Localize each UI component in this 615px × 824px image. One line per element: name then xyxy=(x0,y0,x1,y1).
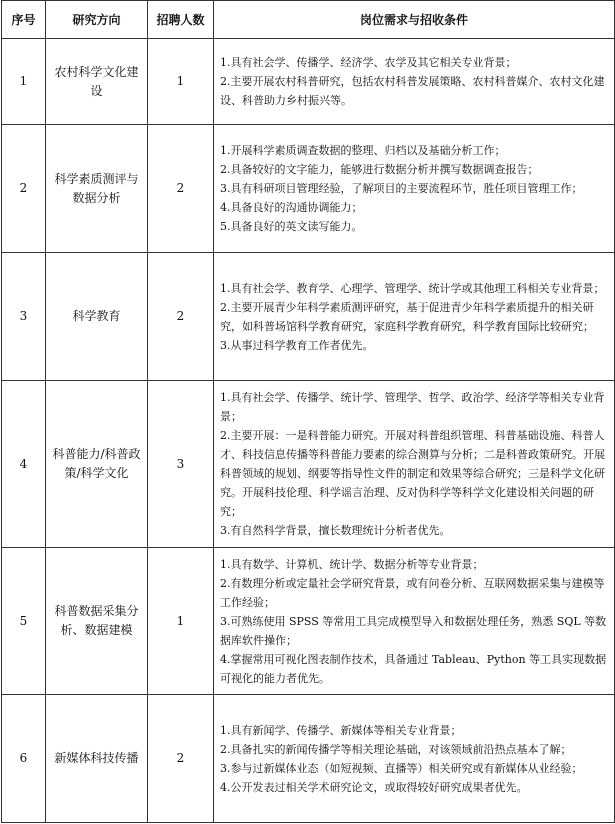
requirement-line: 3.参与过新媒体业态（如短视频、直播等）相关研究或有新媒体从业经验； xyxy=(220,761,583,775)
requirement-line: 5.具备良好的英文读写能力。 xyxy=(220,220,363,233)
row-no: 1 xyxy=(2,39,46,125)
row-requirements xyxy=(214,39,615,125)
requirement-line: 2.具备扎实的新闻传播学等相关理论基础，对该领域前沿热点基本了解； xyxy=(220,742,572,756)
table-header xyxy=(2,1,615,39)
row-requirements xyxy=(214,695,615,823)
row-requirements xyxy=(214,381,615,548)
row-no: 6 xyxy=(2,695,46,823)
requirement-line: 3.可熟练使用 SPSS 等常用工具完成模型导入和数据处理任务，熟悉 SQL 等数据库软件操作； xyxy=(220,614,607,647)
table-row xyxy=(2,125,615,253)
header-requirements: 岗位需求与招收条件 xyxy=(214,1,615,39)
row-no: 2 xyxy=(2,125,46,253)
row-requirements xyxy=(214,253,615,381)
row-no: 4 xyxy=(2,381,46,548)
table-row xyxy=(2,253,615,381)
row-count: 2 xyxy=(148,253,214,381)
row-no: 5 xyxy=(2,548,46,695)
table-row xyxy=(2,548,615,695)
row-direction: 科普数据采集分析、数据建模 xyxy=(46,548,148,695)
row-count: 3 xyxy=(148,381,214,548)
requirement-line: 3.从事过科学教育工作者优先。 xyxy=(220,338,374,352)
row-count: 2 xyxy=(148,695,214,823)
requirement-line: 3.具有科研项目管理经验，了解项目的主要流程环节，胜任项目管理工作； xyxy=(220,182,583,195)
row-requirements xyxy=(214,125,615,253)
row-direction: 新媒体科技传播 xyxy=(46,695,148,823)
row-count: 2 xyxy=(148,125,214,253)
row-direction: 科普能力/科普政策/科学文化 xyxy=(46,381,148,548)
requirement-line: 2.具备较好的文字能力，能够进行数据分析并撰写数据调查报告； xyxy=(220,163,539,176)
requirement-line: 1.具有新闻学、传播学、新媒体等相关专业背景； xyxy=(220,723,462,737)
requirement-line: 2.主要开展农村科普研究，包括农村科普发展策略、农村科普媒介、农村文化建设、科普助力乡村振兴等。 xyxy=(220,75,605,107)
row-direction: 农村科学文化建设 xyxy=(46,39,148,125)
requirement-line: 1.具有社会学、传播学、经济学、农学及其它相关专业背景； xyxy=(220,56,517,69)
header-no: 序号 xyxy=(2,1,46,39)
recruitment-table xyxy=(1,0,615,823)
requirement-line: 4.掌握常用可视化图表制作技术，具备通过 Tableau、Python 等工具实现数据可视化的能力者优先。 xyxy=(220,652,607,685)
table-row xyxy=(2,695,615,823)
row-count: 1 xyxy=(148,39,214,125)
table-row xyxy=(2,39,615,125)
requirement-line: 1.具有社会学、教育学、心理学、管理学、统计学或其他理工科相关专业背景； xyxy=(220,281,605,295)
header-count: 招聘人数 xyxy=(148,1,214,39)
header-direction: 研究方向 xyxy=(46,1,148,39)
table-row xyxy=(2,381,615,548)
requirement-line: 1.具有数学、计算机、统计学、数据分析等专业背景； xyxy=(220,557,484,571)
requirement-line: 3.有自然科学背景，擅长数理统计分析者优先。 xyxy=(220,524,451,537)
row-direction: 科学教育 xyxy=(46,253,148,381)
row-count: 1 xyxy=(148,548,214,695)
requirement-line: 4.公开发表过相关学术研究论文，或取得较好研究成果者优先。 xyxy=(220,780,528,794)
requirement-line: 4.具备良好的沟通协调能力； xyxy=(220,201,363,214)
requirement-line: 1.开展科学素质调查数据的整理、归档以及基础分析工作； xyxy=(220,144,506,157)
row-no: 3 xyxy=(2,253,46,381)
requirement-line: 1.具有社会学、传播学、统计学、管理学、哲学、政治学、经济学等相关专业背景； xyxy=(220,391,605,423)
requirement-line: 2.有数理分析或定量社会学研究背景，或有问卷分析、互联网数据采集与建模等工作经验； xyxy=(220,576,605,609)
requirement-line: 2.主要开展青少年科学素质测评研究，基于促进青少年科学素质提升的相关研究，如科普场馆科学教育研究，家庭科学教育研究，科学教育国际比较研究； xyxy=(220,300,594,333)
row-direction: 科学素质测评与数据分析 xyxy=(46,125,148,253)
row-requirements xyxy=(214,548,615,695)
requirement-line: 2.主要开展：一是科普能力研究。开展对科普组织管理、科普基础设施、科普人才、科技信息传播等科普能力要素的综合测算与分析；二是科普政策研究。开展科普领域的规划、纲要等指导性文件的制定和效果等综合研究；三是科学文化研究。开展科技伦理、科学谣言治理、反对伪科学等科学文化建设相关问题的研究； xyxy=(220,429,605,518)
